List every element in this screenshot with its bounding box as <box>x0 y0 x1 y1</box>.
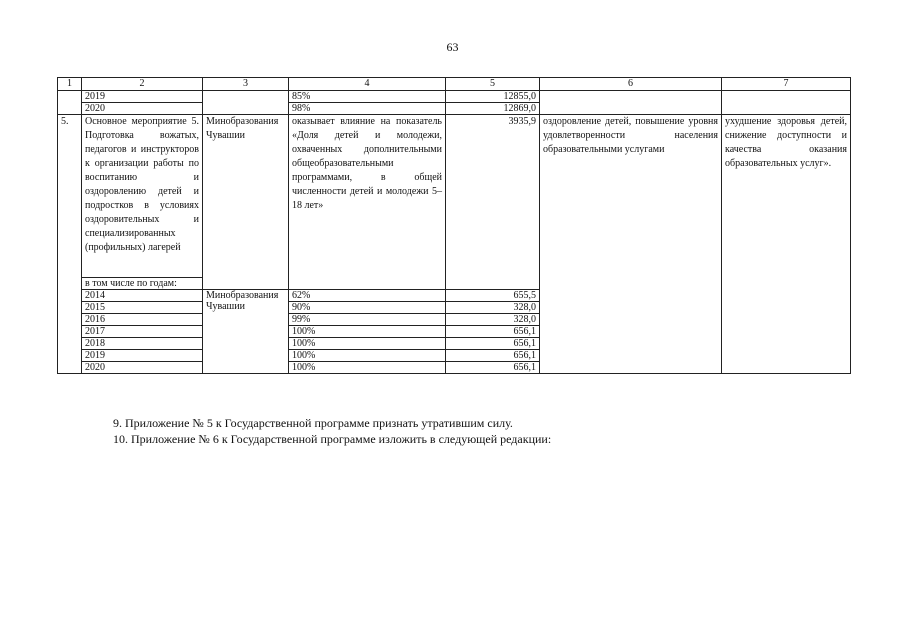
table-row-item-5 <box>58 115 851 278</box>
percent-cell: 85% <box>289 91 446 103</box>
executor-cell: Минобразования Чувашии <box>203 115 289 278</box>
percent-cell: 100% <box>289 362 446 374</box>
amount-cell: 656,1 <box>446 350 540 362</box>
header-cell: 7 <box>722 78 851 91</box>
year-cell: 2014 <box>82 290 203 302</box>
indicator-cell: оказывает влияние на показатель «Доля детей и молодежи, охваченных дополнительными общеобразовательными программами, в общей численности детей и молодежи 5–18 лет» <box>289 115 446 278</box>
consequence-cell-empty <box>722 91 851 115</box>
percent-cell: 62% <box>289 290 446 302</box>
page-number: 63 <box>446 40 459 54</box>
amount-cell: 328,0 <box>446 314 540 326</box>
notes-block <box>113 415 551 447</box>
amount-cell: 655,5 <box>446 290 540 302</box>
amount-cell: 656,1 <box>446 362 540 374</box>
years-executor-cell: Минобразования Чувашии <box>203 290 289 374</box>
year-cell: 2019 <box>82 350 203 362</box>
header-cell: 3 <box>203 78 289 91</box>
amount-cell: 656,1 <box>446 338 540 350</box>
result-cell-empty <box>540 91 722 115</box>
year-cell: 2016 <box>82 314 203 326</box>
header-cell: 6 <box>540 78 722 91</box>
percent-cell-empty <box>289 278 446 290</box>
percent-cell: 100% <box>289 326 446 338</box>
number-cell-empty <box>58 91 82 115</box>
amount-cell: 3935,9 <box>446 115 540 278</box>
header-cell: 1 <box>58 78 82 91</box>
program-table <box>57 77 851 374</box>
year-cell: 2018 <box>82 338 203 350</box>
year-cell: 2020 <box>82 103 203 115</box>
percent-cell: 99% <box>289 314 446 326</box>
header-cell: 5 <box>446 78 540 91</box>
note-paragraph: 9. Приложение № 5 к Государственной программе признать утратившим силу. <box>113 416 513 430</box>
year-cell: 2020 <box>82 362 203 374</box>
amount-cell-empty <box>446 278 540 290</box>
percent-cell: 100% <box>289 350 446 362</box>
note-paragraph: 10. Приложение № 6 к Государственной программе изложить в следующей редакции: <box>113 432 552 446</box>
amount-cell: 12869,0 <box>446 103 540 115</box>
amount-cell: 12855,0 <box>446 91 540 103</box>
header-cell: 2 <box>82 78 203 91</box>
year-cell: 2019 <box>82 91 203 103</box>
item-number-cell: 5. <box>58 115 82 374</box>
percent-cell: 100% <box>289 338 446 350</box>
amount-cell: 328,0 <box>446 302 540 314</box>
percent-cell: 98% <box>289 103 446 115</box>
percent-cell: 90% <box>289 302 446 314</box>
header-cell: 4 <box>289 78 446 91</box>
year-cell: 2017 <box>82 326 203 338</box>
consequence-cell: ухудшение здоровья детей, снижение доступности и качества оказания образовательных услуг». <box>722 115 851 374</box>
table-header-row <box>58 78 851 91</box>
amount-cell: 656,1 <box>446 326 540 338</box>
event-description-cell: Основное мероприятие 5. Подготовка вожатых, педагогов и инструкторов к организации работы по воспитанию и оздоровлению детей и подростков в условиях оздоровительных и специализированных (профильных) лагерей <box>82 115 203 278</box>
by-years-label: в том числе по годам: <box>82 278 203 290</box>
executor-cell-empty <box>203 91 289 115</box>
result-cell: оздоровление детей, повышение уровня удовлетворенности населения образовательными услугами <box>540 115 722 374</box>
year-cell: 2015 <box>82 302 203 314</box>
table-row <box>58 91 851 103</box>
executor-cell-empty <box>203 278 289 290</box>
